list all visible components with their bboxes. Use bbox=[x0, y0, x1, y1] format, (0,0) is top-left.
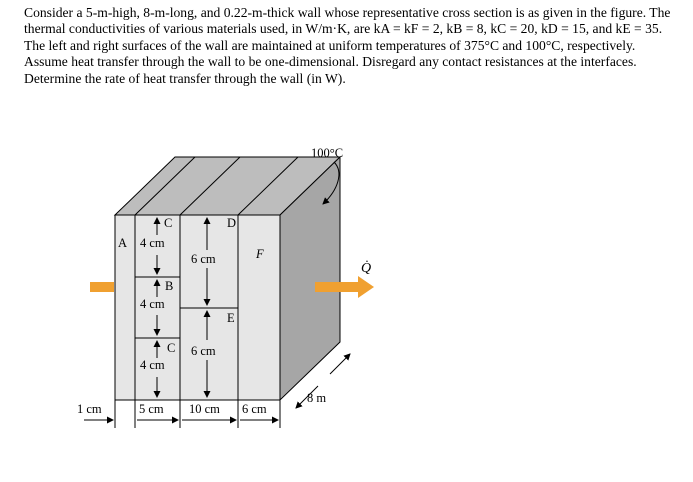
label-F: F bbox=[256, 247, 264, 261]
dim-arrow bbox=[330, 354, 350, 374]
label-A: A bbox=[118, 236, 128, 250]
heat-rate-symbol: Q̇ bbox=[361, 261, 372, 276]
dim-left-thickness: 1 cm bbox=[77, 402, 102, 416]
dim-B-height: 4 cm bbox=[140, 297, 165, 311]
label-D: D bbox=[227, 216, 237, 230]
label-C-top: C bbox=[164, 216, 173, 230]
dim-length: 8 m bbox=[307, 391, 327, 405]
dim-A-C-height: 4 cm bbox=[140, 236, 165, 250]
dim-C-bottom-height: 4 cm bbox=[140, 358, 165, 372]
heat-out-arrowhead bbox=[358, 276, 374, 298]
dim-E-height: 6 cm bbox=[191, 344, 216, 358]
dim-thickness-BC: 5 cm bbox=[139, 402, 164, 416]
dim-D-height: 6 cm bbox=[191, 252, 216, 266]
dim-thickness-DE: 10 cm bbox=[189, 402, 220, 416]
problem-text: Consider a 5-m-high, 8-m-long, and 0.22-m-thick wall whose representative cross section is as given in the figure. The thermal conductivities of various materials used, in W/m·K, are kA = kF = 2, kB = 8, kC = 20, kD = 15, and kE = 35. The left and right surfaces of the wall are maintained at uniform temperatures of 375°C and 100°C, respectively. Assume heat transfer through the wall to be one-dimensional. Disregard any contact resistances at the interfaces. Determine the rate of heat transfer through the wall (in W). bbox=[24, 5, 671, 86]
label-C-bottom: C bbox=[167, 341, 176, 355]
label-B: B bbox=[165, 279, 174, 293]
dim-thickness-F: 6 cm bbox=[242, 402, 267, 416]
right-temperature-label: 100°C bbox=[311, 146, 344, 160]
heat-out-shaft bbox=[315, 282, 360, 292]
heat-in-arrow bbox=[90, 282, 114, 292]
label-E: E bbox=[227, 311, 235, 325]
